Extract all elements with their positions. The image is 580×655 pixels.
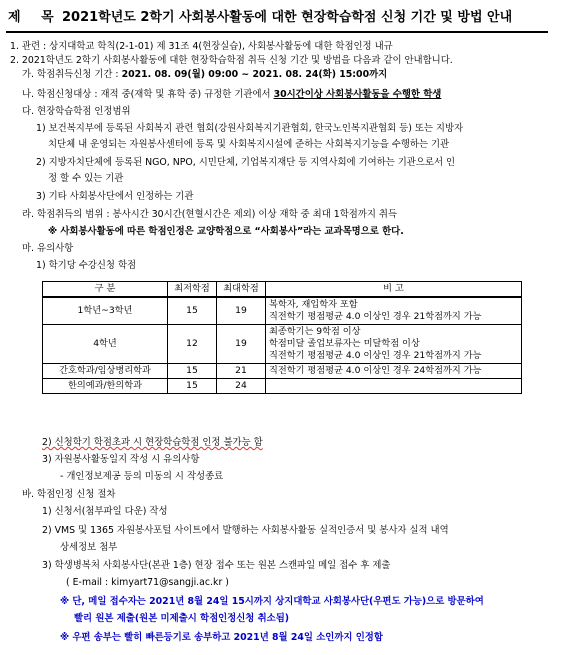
row-gubun: 4학년 [43, 325, 168, 364]
row-gubun: 1학년~3학년 [43, 297, 168, 325]
row-note [266, 297, 522, 325]
row-min: 15 [168, 379, 217, 394]
document-title [8, 6, 548, 28]
title-label: 제 목 [8, 10, 62, 25]
header-note: 비 고 [266, 282, 522, 298]
row-note [266, 364, 522, 379]
row-note-line: 복학자, 재입학자 포함 [269, 299, 358, 310]
precaution-1: 1) 학기당 수강신청 학점 [36, 260, 137, 271]
row-min: 15 [168, 297, 217, 325]
liberal-arts-note: ※ 사회봉사활동에 따른 학점인정은 교양학점으로 “사회봉사”라는 교과목명으로 한다. [48, 226, 404, 237]
row-note-line: 최종학기는 9학점 이상 [269, 326, 361, 337]
title-text: 2021학년도 2학기 사회봉사활동에 대한 현장학습학점 신청 기간 및 방법 안내 [62, 10, 513, 25]
credit-range: 라. 학점취득의 범위 : 봉사시간 30시간(현혈시간은 제외) 이상 재학 중 최대 1학점까지 취득 [22, 209, 398, 220]
precaution-3: 3) 자원봉사활동일지 작성 시 유의사항 [42, 454, 200, 465]
row-max: 24 [217, 379, 266, 394]
application-target-label: 나. 학점신청대상 : 재적 중(재학 및 휴학 중) 규정한 기관에서 [22, 89, 274, 100]
row-note-line: 학점미달 졸업보류자는 미달학점 이상 [269, 338, 420, 349]
table-row [43, 325, 522, 364]
row-note-line: 직전학기 평점평균 4.0 이상인 경우 24학점까지 가능 [269, 365, 482, 376]
table-row [43, 379, 522, 394]
header-min: 최저학점 [168, 282, 217, 298]
mail-deadline-notice-line-1: ※ 단, 메일 접수자는 2021년 8월 24일 15시까지 상지대학교 사회봉사단(우편도 가능)으로 방문하여 [60, 596, 484, 607]
title-divider [6, 31, 548, 33]
procedure-3: 3) 학생병복처 사회봉사단(본관 1층) 현장 접수 또는 원본 스캔파일 메일 접수 후 제출 [42, 560, 391, 571]
credit-scope-heading: 다. 현장학습학점 인정범위 [22, 106, 131, 117]
credit-limit-table [42, 281, 522, 394]
item-1-reference: 1. 관련 : 상지대학교 학칙(2-1-01) 제 31조 4(현장실습), 사회봉사활동에 대한 학점인정 내규 [10, 41, 393, 52]
precaution-2 [42, 436, 263, 449]
row-max: 21 [217, 364, 266, 379]
row-note-line: 직전학기 평점평균 4.0 이상인 경우 21학점까지 가능 [269, 350, 482, 361]
procedure-heading: 바. 학점인정 신청 절차 [22, 489, 116, 500]
row-note [266, 379, 522, 394]
row-min: 12 [168, 325, 217, 364]
row-note-line [269, 380, 518, 392]
table-row [43, 297, 522, 325]
item-2-intro: 2. 2021학년도 2학기 사회봉사활동에 대한 현장학습학점 취득 신청 기간 및 방법을 다음과 같이 안내합니다. [10, 55, 453, 66]
row-max: 19 [217, 325, 266, 364]
row-max: 19 [217, 297, 266, 325]
scope-2-line-2: 정 할 수 있는 기관 [48, 173, 124, 184]
postal-notice: ※ 우편 송부는 빨히 빠른등기로 송부하고 2021년 8월 24일 소인까지 인정함 [60, 632, 383, 643]
contact-email: ( E-mail : kimyart71@sangji.ac.kr ) [66, 577, 229, 588]
mail-deadline-notice-line-2: 빨리 원본 제출(원본 미제출시 학점인정신청 취소됨) [74, 613, 290, 624]
row-min: 15 [168, 364, 217, 379]
procedure-1: 1) 신청서(첨부파일 다운) 작성 [42, 506, 168, 517]
application-target [22, 88, 441, 101]
scope-3: 3) 기타 사회봉사단에서 인정하는 기관 [36, 191, 194, 202]
table-row [43, 364, 522, 379]
application-period [22, 68, 387, 81]
row-note-line: 직전학기 평점평균 4.0 이상인 경우 21학점까지 가능 [269, 311, 482, 322]
precaution-3-detail: - 개인정보제공 등의 미동의 시 작성종료 [60, 471, 224, 482]
application-period-label: 가. 학점취득신청 기간 : [22, 69, 122, 80]
scope-1-line-1: 1) 보건복지부에 등록된 사회복지 관련 협회(강원사회복지기관협회, 한국노인복지관협회 등) 또는 지방자 [36, 123, 464, 134]
header-gubun: 구 분 [43, 282, 168, 298]
row-gubun: 한의예과/한의학과 [43, 379, 168, 394]
header-max: 최대학점 [217, 282, 266, 298]
application-period-dates: 2021. 08. 09(월) 09:00 ~ 2021. 08. 24(화) 15:00까지 [121, 69, 388, 80]
application-target-condition: 30시간이상 사회봉사활동을 수행한 학생 [273, 89, 442, 100]
precautions-heading: 마. 유의사항 [22, 243, 74, 254]
procedure-2-line-2: 상세정보 첨부 [60, 542, 118, 553]
procedure-2-line-1: 2) VMS 및 1365 자원봉사포털 사이트에서 발행하는 사회봉사활동 실적인증서 및 봉사자 실적 내역 [42, 525, 449, 536]
table-header-row [43, 282, 522, 298]
row-gubun: 간호학과/임상병리학과 [43, 364, 168, 379]
precaution-2-text: 2) 신청학기 학점초과 시 현장학습학점 인정 불가능 함 [42, 437, 263, 448]
scope-2-line-1: 2) 지방자치단체에 등록된 NGO, NPO, 시민단체, 기업복지재단 등 지역사회에 기여하는 기관으로서 인 [36, 157, 456, 168]
scope-1-line-2: 치단체 내 운영되는 자원봉사센터에 등록 및 사회복지시설에 준하는 사회복지기능을 수행하는 기관 [48, 139, 450, 150]
row-note [266, 325, 522, 364]
